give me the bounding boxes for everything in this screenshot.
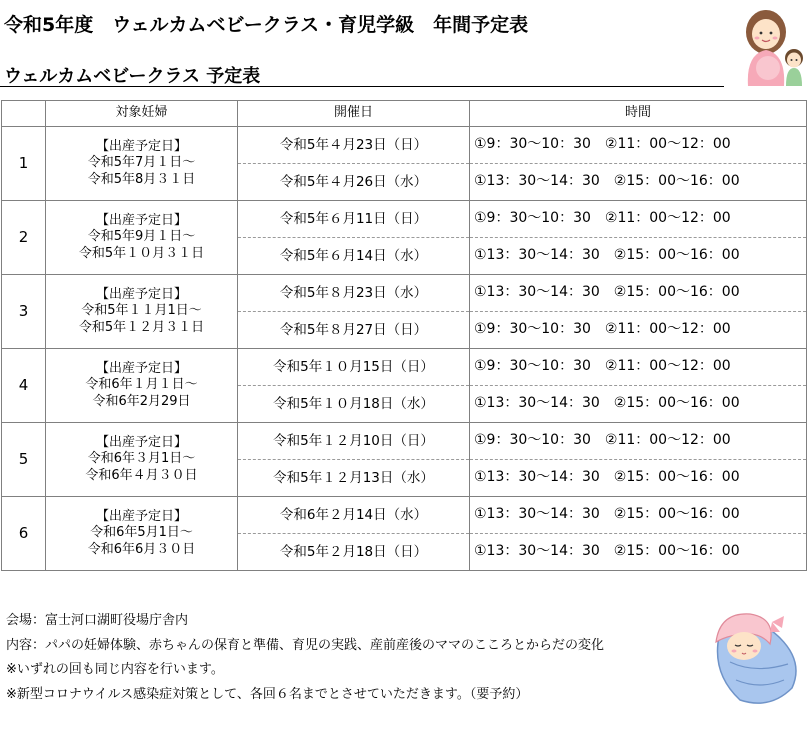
- row-number: 2: [2, 201, 46, 275]
- session-time: ①13：30～14：30 ②15：00～16：00: [470, 534, 807, 571]
- target-start: 令和6年5月1日～: [90, 525, 193, 541]
- table-header-row: [2, 101, 807, 127]
- session-time: ①9：30～10：30 ②11：00～12：00: [470, 423, 807, 460]
- table-row: [2, 275, 807, 312]
- session-date: 令和5年６月14日（水）: [238, 238, 470, 275]
- target-cell: [46, 127, 238, 201]
- session-time: ①13：30～14：30 ②15：00～16：00: [470, 386, 807, 423]
- session-time: ①13：30～14：30 ②15：00～16：00: [470, 164, 807, 201]
- session-time: ①13：30～14：30 ②15：00～16：00: [470, 238, 807, 275]
- target-start: 令和6年３月1日～: [87, 451, 196, 467]
- header-time: 時間: [470, 101, 807, 127]
- session-time: ①9：30～10：30 ②11：00～12：00: [470, 312, 807, 349]
- note-content: 内容：パパの妊婦体験、赤ちゃんの保育と準備、育児の実践、産前産後のママのこころとからだの変化: [6, 637, 605, 653]
- session-date: 令和5年４月23日（日）: [238, 127, 470, 164]
- target-start: 令和6年１月１日～: [85, 377, 198, 393]
- target-label: 【出産予定日】: [95, 435, 187, 451]
- note-venue: 会場：富士河口湖町役場庁舎内: [6, 613, 189, 628]
- target-end: 令和5年１２月３１日: [78, 319, 205, 335]
- page-title: 令和5年度 ウェルカムベビークラス・育児学級 年間予定表: [4, 14, 529, 36]
- session-time: ①13：30～14：30 ②15：00～16：00: [470, 275, 807, 312]
- row-number: 5: [2, 423, 46, 497]
- target-start: 令和5年9月１日～: [87, 229, 196, 245]
- session-time: ①9：30～10：30 ②11：00～12：00: [470, 201, 807, 238]
- row-number: 3: [2, 275, 46, 349]
- target-end: 令和6年6月３０日: [87, 541, 196, 557]
- target-end: 令和5年１０月３１日: [78, 245, 205, 261]
- target-end: 令和5年8月３１日: [87, 171, 196, 187]
- session-date: 令和5年１２月10日（日）: [238, 423, 470, 460]
- table-row: [2, 201, 807, 238]
- target-label: 【出産予定日】: [95, 213, 187, 229]
- table-row: [2, 127, 807, 164]
- target-end: 令和6年2月29日: [92, 393, 191, 409]
- session-date: 令和6年２月14日（水）: [238, 497, 470, 534]
- session-time: ①9：30～10：30 ②11：00～12：00: [470, 349, 807, 386]
- target-cell: [46, 349, 238, 423]
- section-title: ウェルカムベビークラス 予定表: [4, 66, 261, 87]
- target-label: 【出産予定日】: [95, 509, 187, 525]
- note-same-content: ※いずれの回も同じ内容を行います。: [6, 662, 224, 677]
- row-number: 6: [2, 497, 46, 571]
- row-number: 1: [2, 127, 46, 201]
- session-time: ①13：30～14：30 ②15：00～16：00: [470, 497, 807, 534]
- session-date: 令和5年４月26日（水）: [238, 164, 470, 201]
- session-date: 令和5年６月11日（日）: [238, 201, 470, 238]
- target-end: 令和6年４月３０日: [85, 467, 198, 483]
- target-cell: [46, 497, 238, 571]
- target-start: 令和5年7月１日～: [87, 155, 196, 171]
- table-row: [2, 349, 807, 386]
- session-time: ①9：30～10：30 ②11：00～12：00: [470, 127, 807, 164]
- header-target: 対象妊婦: [46, 101, 238, 127]
- target-label: 【出産予定日】: [95, 361, 187, 377]
- header-no: [2, 101, 46, 127]
- target-cell: [46, 201, 238, 275]
- session-date: 令和5年１０月15日（日）: [238, 349, 470, 386]
- session-date: 令和5年１２月13日（水）: [238, 460, 470, 497]
- target-cell: [46, 423, 238, 497]
- table-row: [2, 497, 807, 534]
- target-label: 【出産予定日】: [95, 287, 187, 303]
- swaddled-baby-illustration: [700, 602, 807, 710]
- session-date: 令和5年２月18日（日）: [238, 534, 470, 571]
- table-row: [2, 423, 807, 460]
- session-date: 令和5年８月27日（日）: [238, 312, 470, 349]
- mother-and-child-illustration: [738, 6, 807, 86]
- session-date: 令和5年１０月18日（水）: [238, 386, 470, 423]
- row-number: 4: [2, 349, 46, 423]
- target-label: 【出産予定日】: [95, 139, 187, 155]
- target-start: 令和5年１１月1日～: [81, 303, 202, 319]
- session-time: ①13：30～14：30 ②15：00～16：00: [470, 460, 807, 497]
- header-date: 開催日: [238, 101, 470, 127]
- target-cell: [46, 275, 238, 349]
- schedule-table: [1, 100, 807, 571]
- section-title-underline: [0, 86, 724, 87]
- notes-section: [6, 609, 604, 707]
- note-capacity: ※新型コロナウイルス感染症対策として、各回６名までとさせていただきます。（要予約）: [6, 686, 529, 702]
- session-date: 令和5年８月23日（水）: [238, 275, 470, 312]
